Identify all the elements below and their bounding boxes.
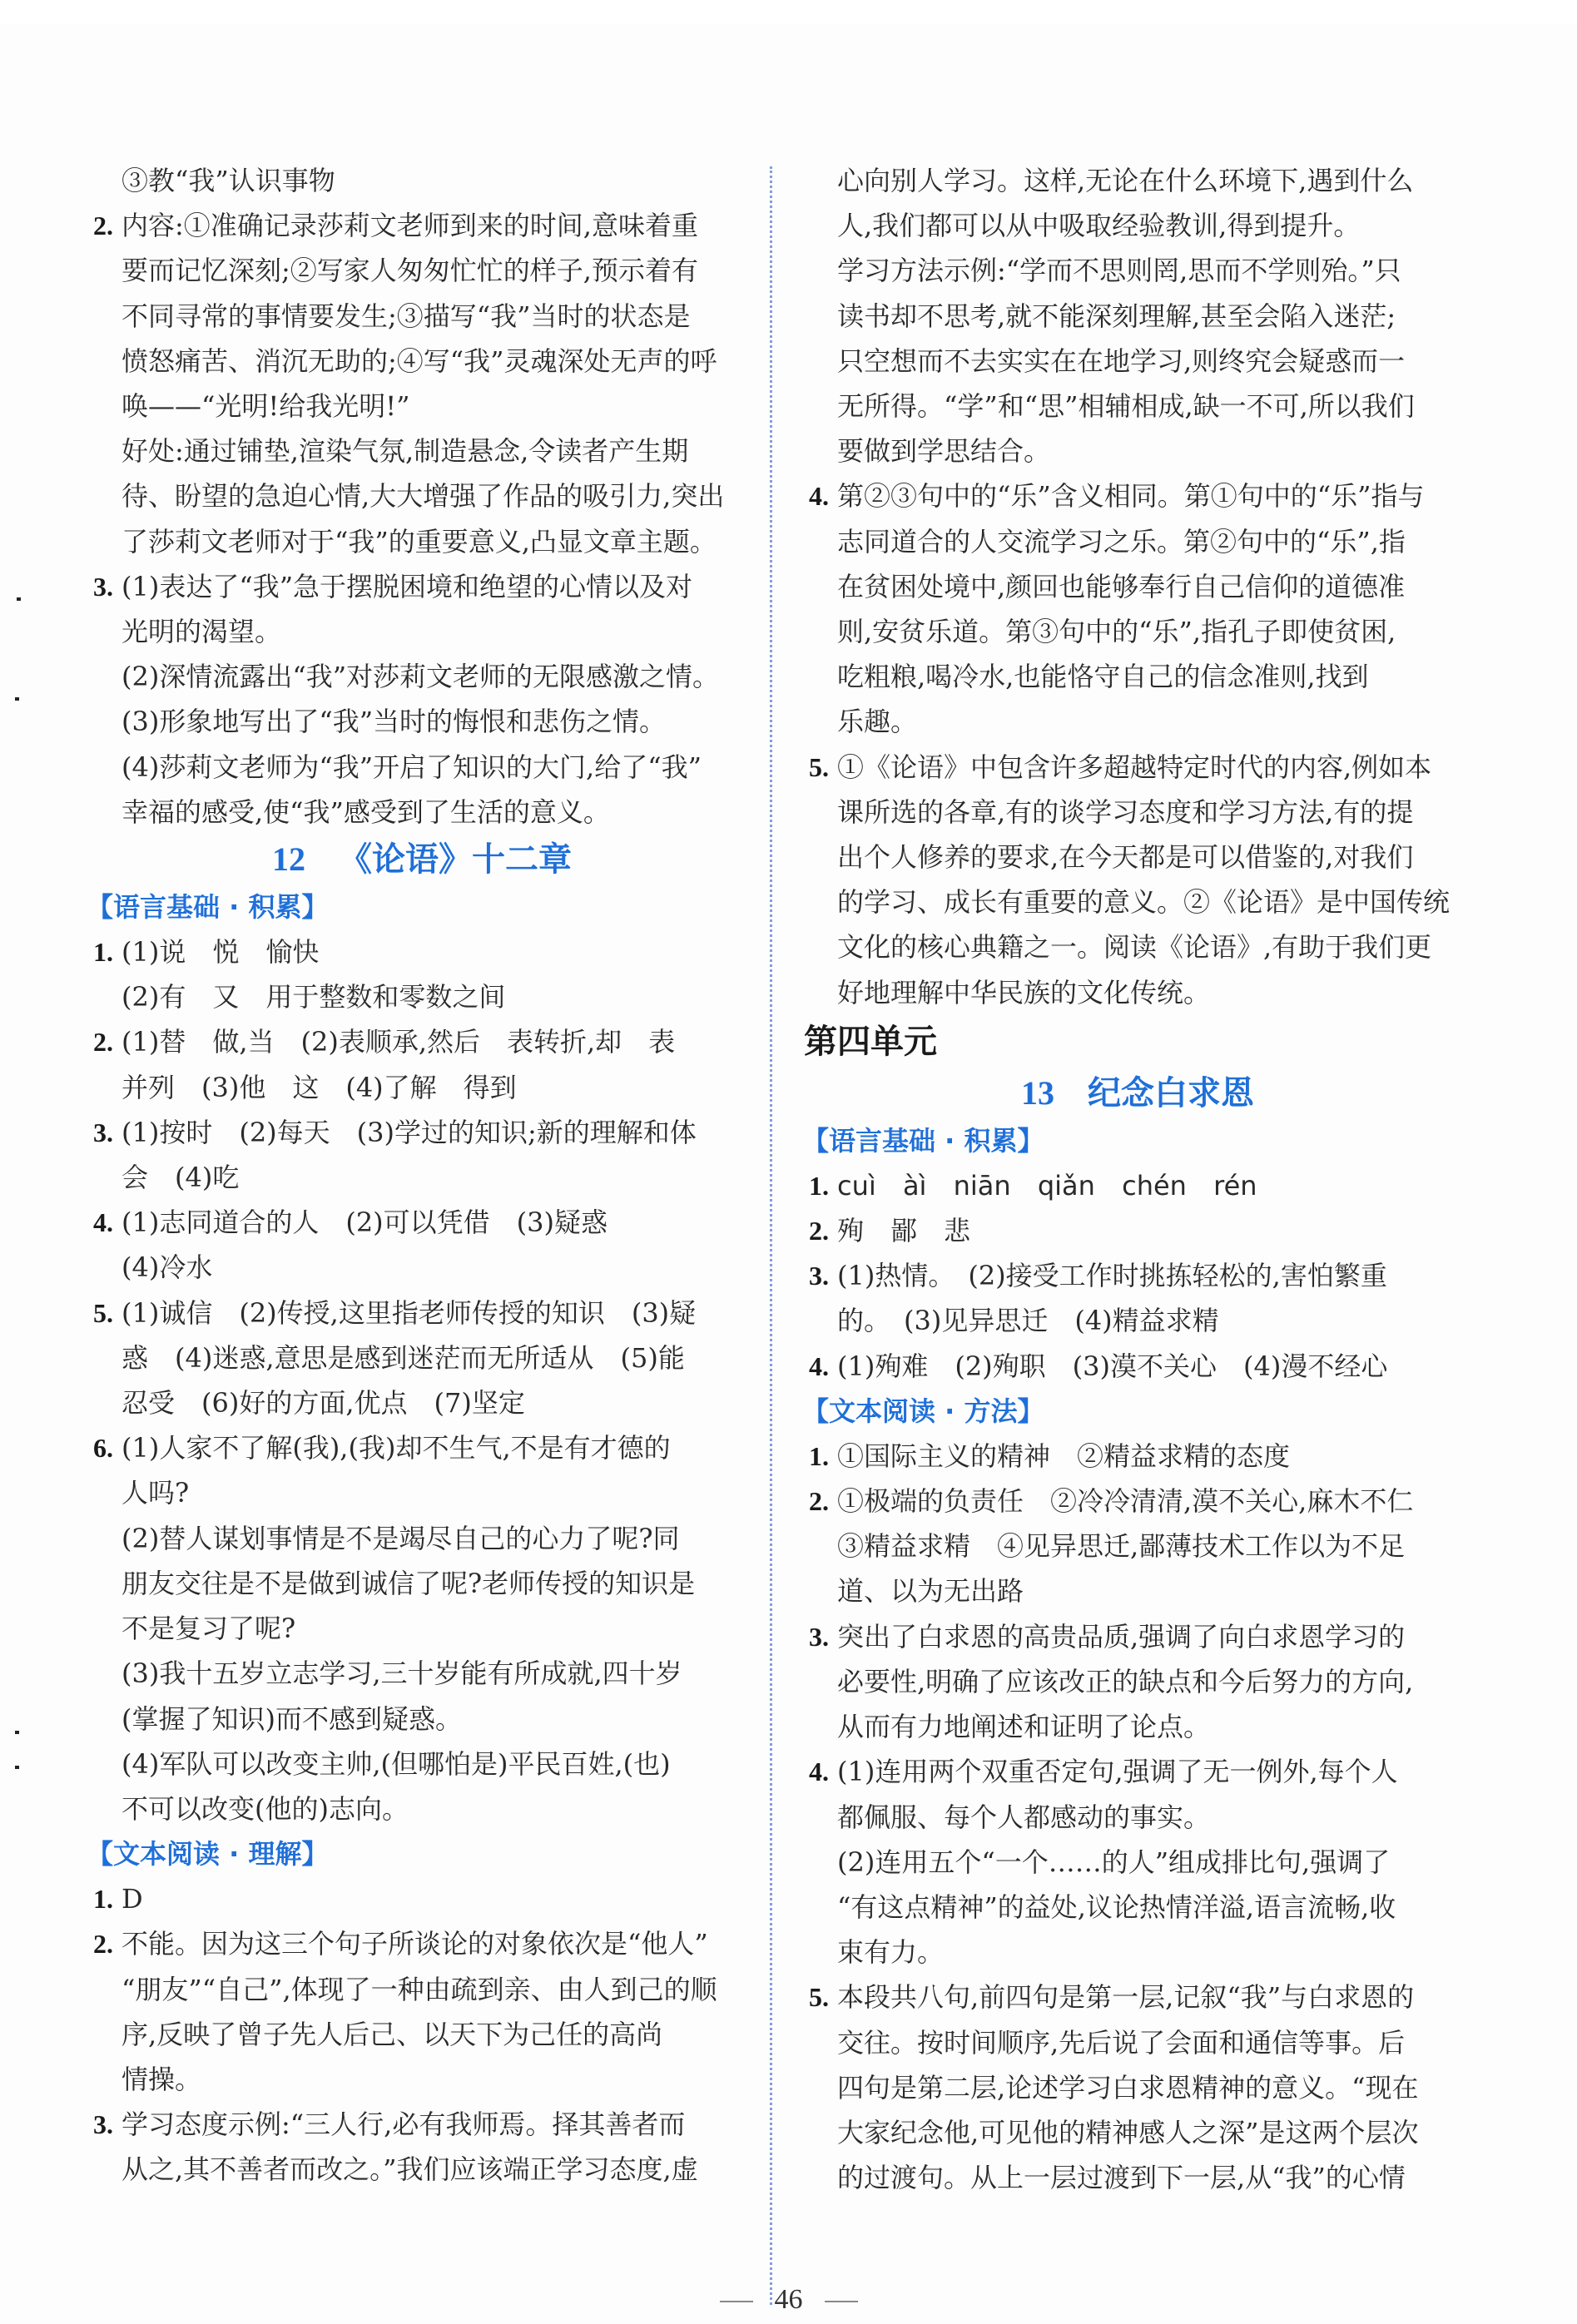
answer-line: 学习方法示例:“学而不思则罔,思而不学则殆。”只 — [837, 255, 1401, 287]
answer-line: 殉 鄙 悲 — [837, 1215, 971, 1247]
answer-line: 都佩服、每个人都感动的事实。 — [837, 1801, 1211, 1833]
answer-number: 2. — [93, 1929, 113, 1960]
lesson-number: 12 — [272, 840, 305, 879]
answer-line: 四句是第二层,论述学习白求恩精神的意义。“现在 — [837, 2071, 1419, 2103]
answer-number: 5. — [93, 1297, 113, 1328]
answer-item — [93, 1291, 751, 1426]
answer-line: ③教“我”认识事物 — [121, 165, 335, 196]
answer-line: 大家纪念他,可见他的精神感人之深”是这两个层次 — [837, 2116, 1419, 2148]
answer-item — [93, 1019, 751, 1109]
answer-line: 幸福的感受,使“我”感受到了生活的意义。 — [121, 795, 610, 828]
scan-mark — [15, 1766, 19, 1769]
column-divider — [770, 166, 772, 2305]
answer-line: 只空想而不去实实在在地学习,则终究会疑惑而一 — [837, 344, 1406, 377]
answer-line: 读书却不思考,就不能深刻理解,甚至会陷入迷茫; — [837, 300, 1396, 332]
left-column — [87, 158, 751, 2193]
answer-item — [93, 1876, 751, 1921]
answer-number: 1. — [809, 1440, 829, 1471]
section-heading: 【语言基础 · 积累】 — [87, 891, 329, 924]
answer-line: 会 (4)吃 — [121, 1162, 240, 1194]
answer-line: 人吗? — [121, 1477, 190, 1509]
section-heading: 【语言基础 · 积累】 — [802, 1124, 1044, 1157]
answer-line: ③精益求精 ④见异思迁,鄙薄技术工作以为不足 — [837, 1530, 1406, 1563]
answer-line: 道、以为无出路 — [837, 1575, 1024, 1608]
answer-item — [809, 745, 1466, 1015]
answer-line: 愤怒痛苦、消沉无助的;④写“我”灵魂深处无声的呼 — [121, 344, 717, 377]
answer-line: “有这点精神”的益处,议论热情洋溢,语言流畅,收 — [837, 1890, 1396, 1923]
answer-line: 忍受 (6)好的方面,优点 (7)坚定 — [121, 1387, 525, 1420]
answer-line: 的。 (3)见异思迁 (4)精益求精 — [837, 1305, 1219, 1337]
answer-line: 突出了白求恩的高贵品质,强调了向白求恩学习的 — [837, 1620, 1406, 1653]
page-top-margin — [0, 0, 1577, 23]
answer-item — [809, 473, 1466, 744]
answer-line: 要而记忆深刻;②写家人匆匆忙忙的样子,预示着有 — [121, 255, 698, 287]
answer-line: (2)连用五个“一个……的人”组成排比句,强调了 — [837, 1846, 1391, 1878]
answer-line: 从而有力地阐述和证明了论点。 — [837, 1711, 1211, 1743]
answer-line: ①国际主义的精神 ②精益求精的态度 — [837, 1439, 1291, 1472]
answer-line: 的学习、成长有重要的意义。②《论语》是中国传统 — [837, 886, 1451, 919]
answer-number: 3. — [93, 571, 113, 602]
answer-line: 的过渡句。从上一层过渡到下一层,从“我”的心情 — [837, 2162, 1406, 2194]
answer-line: 课所选的各章,有的谈学习态度和学习方法,有的提 — [837, 795, 1414, 828]
answer-line: 好处:通过铺垫,渲染气氛,制造悬念,令读者产生期 — [121, 435, 689, 468]
page-footer — [0, 2284, 1577, 2316]
answer-line: (1)按时 (2)每天 (3)学过的知识;新的理解和体 — [121, 1116, 697, 1148]
answer-item — [93, 1921, 751, 2102]
section-heading: 【文本阅读 · 方法】 — [802, 1395, 1044, 1427]
answer-line: 不能。因为这三个句子所谈论的对象依次是“他人” — [121, 1928, 708, 1960]
answer-line: 不是复习了呢? — [121, 1613, 296, 1645]
answer-line: 必要性,明确了应该改正的缺点和今后努力的方向, — [837, 1665, 1414, 1697]
right-column — [802, 158, 1466, 2200]
answer-line: (1)殉难 (2)殉职 (3)漠不关心 (4)漫不经心 — [837, 1350, 1388, 1382]
answer-continuation — [809, 158, 1466, 473]
answer-number: 1. — [93, 1884, 113, 1915]
answer-line: (1)人家不了解(我),(我)却不生气,不是有才德的 — [121, 1432, 671, 1464]
answer-line: “朋友”“自己”,体现了一种由疏到亲、由人到己的顺 — [121, 1973, 717, 2005]
answer-number: 6. — [93, 1433, 113, 1464]
answer-line: (掌握了知识)而不感到疑惑。 — [121, 1702, 462, 1735]
answer-number: 2. — [93, 211, 113, 241]
answer-item — [93, 1200, 751, 1290]
answer-line: (1)诚信 (2)传授,这里指老师传授的知识 (3)疑 — [121, 1296, 697, 1329]
answer-number: 4. — [809, 481, 829, 512]
answer-line: 并列 (3)他 这 (4)了解 得到 — [121, 1071, 517, 1103]
answer-line: (3)形象地写出了“我”当时的悔恨和悲伤之情。 — [121, 706, 667, 738]
answer-line: (1)连用两个双重否定句,强调了无一例外,每个人 — [837, 1756, 1398, 1788]
answer-line: (3)我十五岁立志学习,三十岁能有所成就,四十岁 — [121, 1658, 682, 1690]
answer-line: D — [121, 1883, 143, 1915]
answer-number: 5. — [809, 751, 829, 782]
answer-line: (4)莎莉文老师为“我”开启了知识的大门,给了“我” — [121, 751, 702, 783]
answer-item — [93, 564, 751, 835]
answer-number: 2. — [809, 1216, 829, 1246]
answer-line: (1)表达了“我”急于摆脱困境和绝望的心情以及对 — [121, 570, 693, 602]
answer-line: 待、盼望的急迫心情,大大增强了作品的吸引力,突出 — [121, 480, 725, 513]
answer-line: (2)替人谋划事情是不是竭尽自己的心力了呢?同 — [121, 1522, 680, 1554]
answer-item — [93, 929, 751, 1019]
answer-number: 5. — [809, 1982, 829, 2013]
answer-line: 文化的核心典籍之一。阅读《论语》,有助于我们更 — [837, 931, 1432, 964]
footer-dash-right — [825, 2301, 858, 2302]
answer-number: 4. — [809, 1757, 829, 1787]
unit-title: 第四单元 — [804, 1021, 937, 1061]
answer-line: ①《论语》中包含许多超越特定时代的内容,例如本 — [837, 751, 1432, 783]
answer-number: 4. — [809, 1350, 829, 1381]
section-heading: 【文本阅读 · 理解】 — [87, 1838, 329, 1871]
answer-item — [809, 1975, 1466, 2200]
lesson-title — [93, 836, 751, 883]
answer-item — [93, 1425, 751, 1831]
answer-line: 则,安贫乐道。第③句中的“乐”,指孔子即使贫困, — [837, 616, 1396, 648]
answer-item — [809, 1163, 1466, 1208]
page-number: 46 — [774, 2284, 803, 2315]
answer-line: ①极端的负责任 ②冷冷清清,漠不关心,麻木不仁 — [837, 1485, 1414, 1518]
scan-mark — [17, 597, 21, 601]
answer-line: (1)热情。 (2)接受工作时挑拣轻松的,害怕繁重 — [837, 1260, 1387, 1292]
answer-line: 出个人修养的要求,在今天都是可以借鉴的,对我们 — [837, 841, 1414, 874]
answer-line: 内容:①准确记录莎莉文老师到来的时间,意味着重 — [121, 210, 698, 242]
answer-number: 4. — [93, 1207, 113, 1238]
answer-item — [809, 1614, 1466, 1750]
answer-item — [809, 1253, 1466, 1343]
answer-line: 光明的渴望。 — [121, 616, 282, 648]
answer-line: 在贫困处境中,颜回也能够奉行自己信仰的道德准 — [837, 570, 1406, 602]
answer-line: 唤——“光明!给我光明!” — [121, 390, 410, 423]
answer-line: 心向别人学习。这样,无论在什么环境下,遇到什么 — [837, 165, 1414, 196]
scan-mark — [15, 1731, 19, 1734]
answer-line: 人,我们都可以从中吸取经验教训,得到提升。 — [837, 210, 1361, 242]
lesson-name: 纪念白求恩 — [1088, 1073, 1254, 1112]
answer-line: (2)有 又 用于整数和零数之间 — [121, 981, 506, 1013]
pinyin-line: cuì àì niān qiǎn chén rén — [837, 1169, 1257, 1202]
answer-line: (1)说 悦 愉快 — [121, 936, 320, 969]
answer-line: 吃粗粮,喝冷水,也能恪守自己的信念准则,找到 — [837, 661, 1369, 693]
lesson-title — [809, 1070, 1466, 1117]
lesson-name: 《论语》十二章 — [339, 840, 572, 880]
answer-line: 无所得。“学”和“思”相辅相成,缺一不可,所以我们 — [837, 390, 1415, 423]
answer-item — [93, 1110, 751, 1200]
lesson-number: 13 — [1021, 1073, 1054, 1112]
answer-number: 3. — [93, 2109, 113, 2140]
answer-line: 好地理解中华民族的文化传统。 — [837, 976, 1211, 1008]
answer-item — [93, 203, 751, 564]
answer-number: 1. — [93, 937, 113, 968]
answer-line: 惑 (4)迷惑,意思是感到迷茫而无所适从 (5)能 — [121, 1341, 685, 1374]
answer-item — [809, 1749, 1466, 1975]
answer-number: 3. — [809, 1261, 829, 1291]
answer-line: 乐趣。 — [837, 706, 918, 738]
answer-number: 3. — [809, 1621, 829, 1652]
answer-number: 2. — [93, 1027, 113, 1058]
answer-item — [809, 1479, 1466, 1614]
answer-line: 志同道合的人交流学习之乐。第②句中的“乐”,指 — [837, 525, 1406, 557]
answer-number: 1. — [809, 1170, 829, 1201]
answer-line: 从之,其不善者而改之。”我们应该端正学习态度,虚 — [121, 2153, 698, 2186]
answer-line: (1)志同道合的人 (2)可以凭借 (3)疑惑 — [121, 1207, 607, 1239]
answer-item — [809, 1208, 1466, 1253]
answer-item — [809, 1344, 1466, 1389]
answer-line: 不可以改变(他的)志向。 — [121, 1792, 409, 1825]
answer-line: 序,反映了曾子先人后己、以天下为己任的高尚 — [121, 2018, 663, 2050]
answer-item — [809, 1434, 1466, 1479]
answer-line: 了莎莉文老师对于“我”的重要意义,凸显文章主题。 — [121, 525, 717, 557]
footer-dash-left — [720, 2301, 753, 2302]
scan-mark — [15, 697, 19, 701]
answer-line: 学习态度示例:“三人行,必有我师焉。择其善者而 — [121, 2108, 686, 2141]
answer-line: (4)冷水 — [121, 1251, 213, 1284]
answer-line: 不同寻常的事情要发生;③描写“我”当时的状态是 — [121, 300, 691, 332]
answer-line: 要做到学思结合。 — [837, 435, 1051, 468]
answer-line: 束有力。 — [837, 1936, 945, 1969]
answer-line: (2)深情流露出“我”对莎莉文老师的无限感激之情。 — [121, 661, 720, 693]
answer-number: 2. — [809, 1486, 829, 1517]
answer-line: 本段共八句,前四句是第一层,记叙“我”与白求恩的 — [837, 1981, 1415, 2014]
answer-line: 第②③句中的“乐”含义相同。第①句中的“乐”指与 — [837, 480, 1425, 513]
answer-line: (1)替 做,当 (2)表顺承,然后 表转折,却 表 — [121, 1026, 676, 1058]
answer-line: (4)军队可以改变主帅,(但哪怕是)平民百姓,(也) — [121, 1747, 671, 1780]
answer-item — [93, 2102, 751, 2192]
answer-line: 朋友交往是不是做到诚信了呢?老师传授的知识是 — [121, 1567, 696, 1599]
answer-number: 3. — [93, 1117, 113, 1147]
answer-line: 情操。 — [121, 2063, 202, 2095]
answer-line: 交往。按时间顺序,先后说了会面和通信等事。后 — [837, 2026, 1406, 2059]
